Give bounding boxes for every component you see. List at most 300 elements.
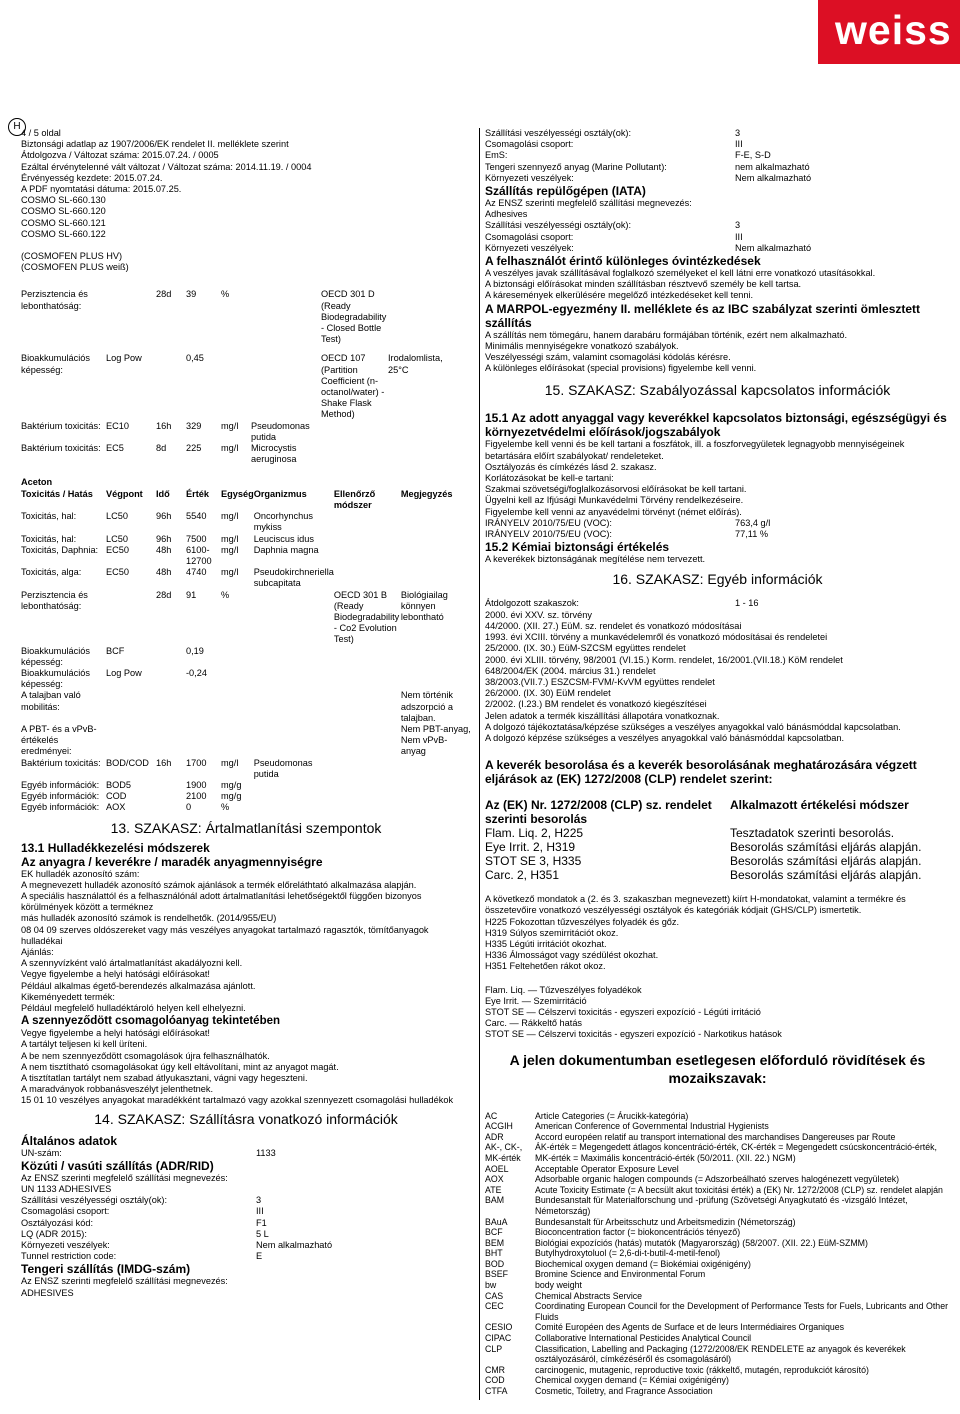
clp-table: [485, 798, 921, 882]
cell: Biológiailag könnyen lebontható: [400, 589, 448, 622]
text-line: 38/2003.(VII.7.) ESZCSM-FVM/-KvVM együttes rendelet: [485, 676, 715, 687]
table-row: [485, 518, 770, 529]
right-column: [485, 128, 950, 1397]
label: Szállítási veszélyességi osztály(ok):: [485, 220, 632, 231]
cell: 6100-12700: [186, 544, 212, 566]
table-row: [21, 345, 458, 353]
cell: 2100: [186, 791, 207, 802]
section-15-title: 15. SZAKASZ: Szabályozással kapcsolatos információk: [544, 382, 891, 399]
cell: 0,19: [186, 645, 204, 656]
value: American Conference of Governmental Industrial Hygienists: [535, 1121, 769, 1132]
table-row: [485, 1174, 950, 1185]
marpol-text: [485, 330, 950, 375]
label: CIPAC: [485, 1333, 512, 1344]
table-row: [485, 1227, 950, 1238]
cell: Toxicitás, hal:: [21, 533, 77, 544]
header-line: COSMO SL-660.120: [21, 206, 106, 217]
label: Az ENSZ szerinti megfelelő szállítási megnevezés:: [21, 1172, 228, 1183]
col-header: Az (EK) Nr. 1272/2008 (CLP) sz. rendelet szerinti besorolás: [485, 798, 712, 827]
table-row: [485, 1301, 950, 1322]
value: F-E, S-D: [735, 150, 771, 161]
table-row: [485, 1217, 950, 1228]
cell: 225: [186, 443, 202, 454]
cell: EC50: [106, 544, 129, 555]
label: CMR: [485, 1364, 506, 1375]
text-line: STOT SE — Célszervi toxicitás - egyszeri expozíció - Narkotikus hatások: [485, 1029, 782, 1040]
label: Környezeti veszélyek:: [485, 172, 574, 183]
imdg-title: Tengeri szállítás (IMDG-szám): [21, 1262, 191, 1277]
header-line: Biztonsági adatlap az 1907/2006/EK rendelet II. melléklete szerint: [21, 139, 289, 150]
text-line: H225 Fokozottan tűzveszélyes folyadék és gőz.: [485, 916, 680, 927]
left-column: [21, 128, 471, 1299]
row-label: Bioakkumulációs képesség:: [21, 667, 90, 690]
cell: 91: [186, 589, 197, 600]
category-text: [485, 985, 950, 1041]
text-line: Minimális mennyiségekre vonatkozó szabályok.: [485, 340, 679, 351]
table-row: [485, 1375, 950, 1386]
cell: 7500: [186, 533, 207, 544]
col-header: Érték: [186, 488, 209, 499]
cell: 16h: [156, 757, 172, 768]
cell: LC50: [106, 511, 128, 522]
table-row: [21, 646, 471, 668]
text-line: 15 01 10 veszélyes anyagokat maradékként tartalmazó vagy azokkal szennyezett csomagolási hulladékok: [21, 1095, 454, 1106]
un-number: [21, 1148, 276, 1159]
text-line: 2/2002. (I.23.) BM rendelet és vonatkozó kiegészítései: [485, 699, 707, 710]
label: COD: [485, 1375, 505, 1386]
substance-name: Aceton: [21, 477, 53, 488]
col-header: Végpont: [106, 488, 143, 499]
label: CLP: [485, 1343, 503, 1354]
cell: Tesztadatok szerinti besorolás.: [730, 826, 895, 841]
table-row: [485, 868, 921, 882]
table-row: [21, 1218, 332, 1229]
header-line: (COSMOFEN PLUS weiß): [21, 262, 129, 273]
value: Classification, Labelling and Packaging (1272/2008/EK RENDELETE az anyagok és keverékek osztályozásáról, címkézéséről és csomagolásáról): [535, 1343, 906, 1365]
header-line: Ezáltal érvénytelenné vált változat / Változat száma: 2014.11.19. / 0004: [21, 161, 312, 172]
section-13-title: 13. SZAKASZ: Ártalmatlanítási szempontok: [110, 819, 382, 836]
cell: 28d: [156, 589, 172, 600]
table-row: [485, 162, 811, 173]
cell: 96h: [156, 533, 172, 544]
table-row: [21, 511, 471, 533]
text-line: A különleges előírásokat (special provisions) figyelembe kell venni.: [485, 363, 757, 374]
table-row: [21, 1240, 332, 1251]
cell: EC50: [106, 567, 129, 578]
special-precautions-text: [485, 268, 950, 302]
cell: Daphnia magna: [253, 544, 319, 555]
value: Bioconcentration factor (= biokoncentrációs tényező): [535, 1227, 741, 1238]
text-line: A káresemények elkerülésére megelőző intézkedéseket kell tenni.: [485, 290, 754, 301]
text-line: A veszélyes javak szállításával foglalkozó személyeket el kell látni erre vonatkozó utasításokkal.: [485, 268, 876, 279]
text-line: Osztályozás és címkézés lásd 2. szakasz.: [485, 461, 657, 472]
cell: mg/l: [221, 443, 239, 454]
header-line: [21, 240, 471, 251]
section-15-2-title: 15.2 Kémiai biztonsági értékelés: [485, 540, 670, 555]
table-row: [485, 840, 921, 854]
cell: 16h: [156, 420, 172, 431]
value: Biológiai expozíciós (hatás) mutatók (Magyarország) (58/2007. (XII. 22.) EüM-SZMM): [535, 1237, 868, 1248]
value: Chemical oxygen demand (= Kémiai oxigénigény): [535, 1375, 729, 1386]
value: 77,11 %: [735, 529, 769, 540]
column-divider: [479, 128, 480, 1400]
value: 763,4 g/l: [735, 517, 771, 528]
table-row: [21, 1195, 332, 1206]
label: BAM: [485, 1195, 505, 1206]
table-row: [21, 758, 471, 780]
row-label: Bioakkumulációs képesség:: [21, 645, 90, 667]
table-row: [485, 1121, 950, 1132]
row-label: Egyéb információk:: [21, 779, 100, 790]
text-line: Vegye figyelembe a helyi hatósági előírásokat!: [21, 1028, 210, 1039]
table-row: [21, 690, 471, 724]
weiss-logo: [818, 0, 960, 64]
label: ADR: [485, 1131, 504, 1142]
table-row: [485, 1132, 950, 1143]
value: [735, 209, 811, 220]
value: Nem alkalmazható: [735, 172, 812, 183]
row-label: Bioakkumulációs képesség:: [21, 353, 90, 375]
regulations-text: [485, 439, 950, 517]
text-line: Eye Irrit. — Szemirritáció: [485, 995, 587, 1006]
table-row: [21, 353, 458, 420]
cell: 39: [186, 289, 197, 300]
cell: 0,45: [186, 353, 204, 364]
row-label: A talajban való mobilitás:: [21, 690, 81, 712]
text-line: Kikeményedett termék:: [21, 991, 115, 1002]
table-row: [485, 1248, 950, 1259]
label: BEM: [485, 1237, 505, 1248]
cell: 0: [186, 802, 192, 813]
text-line: A szennyvízként való ártalmatlanítást akadályozni kell.: [21, 958, 243, 969]
col-header: Toxicitás / Hatás: [21, 488, 93, 499]
text-line: A tartályt teljesen ki kell üríteni.: [21, 1039, 148, 1050]
cell: BOD5: [106, 779, 132, 790]
cell: %: [221, 289, 230, 300]
value: III: [256, 1206, 264, 1217]
cell: OECD 301 D (Ready Biodegradability - Closed Bottle Test): [321, 289, 387, 345]
header-line: 4 / 5 oldal: [21, 128, 61, 138]
label: Csomagolási csoport:: [485, 139, 574, 150]
cell: mg/g: [221, 791, 242, 802]
label: AC: [485, 1110, 498, 1121]
table-row: [21, 567, 471, 589]
packaging-text: [21, 1028, 471, 1106]
cell: Toxicitás, alga:: [21, 567, 82, 578]
abbreviations-title: A jelen dokumentumban esetlegesen előforduló rövidítések és mozaikszavak:: [509, 1051, 926, 1086]
label: Osztályozási kód:: [21, 1217, 93, 1228]
label: BAuA: [485, 1216, 508, 1227]
cell: Toxicitás, hal:: [21, 511, 77, 522]
cell: LC50: [106, 533, 128, 544]
text-line: A dolgozó képzése szükséges a veszélyes anyagokkal való bánásmóddal kapcsolatban.: [485, 732, 845, 743]
general-data-title: Általános adatok: [21, 1133, 118, 1148]
table-row: [485, 1111, 950, 1122]
value: carcinogenic, mutagenic, reproductive toxic (rákkeltő, mutagén, reprodukciót károsító): [535, 1364, 869, 1375]
cell: Log Pow: [106, 353, 142, 364]
cell: mg/l: [221, 533, 239, 544]
value: 1 - 16: [735, 598, 759, 609]
cell: Nem történik adszorpció a talajban.: [400, 690, 453, 723]
table-row: [485, 139, 811, 150]
text-line: A következő mondatok a (2. és 3. szakaszban megnevezett) kiírt H-mondatokat, valamint a termékre és összetevőire vonatkozó veszélyességi osztályok és kategóriák kódjait (GHS/CLP) ismertetik.: [485, 894, 906, 916]
label: Az ENSZ szerinti megfelelő szállítási megnevezés:: [485, 198, 692, 209]
label: Átdolgozott szakaszok:: [485, 598, 579, 609]
row-label: Baktérium toxicitás:: [21, 420, 101, 431]
text-line: A szállítás nem tömegáru, hanem darabáru formájában történik, ezért nem alkalmazható.: [485, 329, 848, 340]
value: [256, 1184, 332, 1195]
cell: Leuciscus idus: [253, 533, 314, 544]
text-line: Korlátozásokat be kell-e tartani:: [485, 473, 614, 484]
table-row: [485, 209, 811, 220]
table-row: [485, 1142, 950, 1163]
cell: mg/l: [221, 757, 239, 768]
value: Bundesanstalt für Materialforschung und -prüfung (Szövetségi Anyagkutató és -vizsgáló Intézet, Németország): [535, 1195, 908, 1216]
special-precautions-title: A felhasználót érintő különleges óvintézkedések: [485, 254, 761, 269]
row-label: Baktérium toxicitás:: [21, 443, 101, 454]
text-line: Ajánlás:: [21, 947, 54, 957]
table-row: [485, 826, 921, 840]
table-row: [21, 668, 471, 690]
col-header: Megjegyzés: [400, 488, 453, 499]
value: Butylhydroxytoluol (= 2,6-di-t-butil-4-metil-fenol): [535, 1248, 721, 1259]
row-label: Perzisztencia és lebonthatóság:: [21, 589, 88, 611]
iata-title: Szállítás repülőgépen (IATA): [485, 184, 646, 199]
text-line: 2000. évi XLIII. törvény, 98/2001 (VI.15.) Korm. rendelet, 16/2001.(VII.18.) KöM rendelet: [485, 654, 843, 665]
label: AK-, CK-, MK-érték: [485, 1142, 523, 1163]
value: 3: [735, 128, 741, 138]
value: Cosmetic, Toiletry, and Fragrance Association: [535, 1386, 713, 1396]
imdg-table: [485, 128, 811, 184]
cell: %: [221, 802, 230, 813]
text-line: H336 Álmosságot vagy szédülést okozhat.: [485, 950, 659, 961]
cell: 1900: [186, 779, 207, 790]
label: Tengeri szennyező anyag (Marine Pollutant):: [485, 161, 667, 172]
text-line: Szakmai szövetségi/foglalkozásorvosi előírásokat be kell tartani.: [485, 484, 747, 495]
cell: Besorolás számítási eljárás alapján.: [730, 840, 922, 855]
label: ATE: [485, 1184, 502, 1195]
text-line: 25/2000. (IX. 30.) EüM-SZCSM együttes rendelet: [485, 643, 686, 654]
cell: mg/l: [221, 567, 239, 578]
value: Comité Européen des Agents de Surface et de leurs Intermédiaires Organiques: [535, 1322, 845, 1333]
cell: Eye Irrit. 2, H319: [485, 840, 576, 855]
disposal-text: [21, 869, 471, 1015]
cell: 1700: [186, 757, 207, 768]
label: EmS:: [485, 150, 508, 161]
text-line: Ügyelni kell az Ifjúsági Munkavédelmi Törvény rendelkezéseire.: [485, 495, 744, 506]
value: ÁK-érték = Megengedett átlagos koncentráció-érték, CK-érték = Megengedett csúcskoncentráció-érték, MK-érték = Maximális koncentráció-érték (50/2011. (XII. 22.) NGM): [535, 1142, 937, 1163]
table-row: [485, 1269, 950, 1280]
cell: 48h: [156, 544, 172, 555]
table-row: [485, 232, 811, 243]
value: Biochemical oxygen demand (= Biokémiai oxigénigény): [535, 1258, 751, 1269]
value: Coordinating European Council for the Development of Performance Tests for Fuels, Lubricants and Other Fluids: [535, 1301, 949, 1322]
label: CTFA: [485, 1386, 508, 1396]
text-line: Például alkalmas égető-berendezés alkalmazása ajánlott.: [21, 980, 256, 991]
table-row: [21, 780, 471, 791]
col-header: Ellenőrző módszer: [333, 488, 376, 510]
imdg-text: [21, 1276, 471, 1298]
table-row: [485, 1365, 950, 1376]
section-16-title: 16. SZAKASZ: Egyéb információk: [612, 571, 823, 588]
tox-table-aceton: [21, 489, 471, 814]
label: Környezeti veszélyek:: [485, 242, 574, 253]
value: Acute Toxicity Estimate (= A becsült akut toxicitási érték) a (EK) Nr. 1272/2008 (CLP) sz. rendelet alapján: [535, 1184, 943, 1195]
text-line: más hulladék azonosító számok is rendelhetők. (2014/955/EU): [21, 913, 277, 924]
cell: mg/g: [221, 779, 242, 790]
value: 3: [256, 1195, 262, 1206]
header-line: Érvényesség kezdete: 2015.07.24.: [21, 172, 163, 183]
table-row: [21, 1206, 332, 1217]
cell: OECD 301 B (Ready Biodegradability - Co2 Evolution Test): [333, 589, 400, 645]
abbreviations-table: [485, 1111, 950, 1397]
value: Accord européen relatif au transport international des marchandises Dangereuses par Route: [535, 1131, 896, 1142]
text-line: STOT SE — Célszervi toxicitás - egyszeri expozíció - Légúti irritáció: [485, 1006, 761, 1017]
text-line: Például megfelelő hulladéktároló helyen kell elhelyezni.: [21, 1003, 246, 1014]
value: [735, 198, 811, 209]
cell: mg/l: [221, 544, 239, 555]
table-row: [21, 534, 471, 545]
value: Nem alkalmazható: [256, 1240, 333, 1251]
col-header: Idő: [156, 488, 170, 499]
text-line: Az ENSZ szerinti megfelelő szállítási megnevezés:: [21, 1276, 228, 1287]
cell: Oncorhynchus mykiss: [253, 511, 313, 533]
table-row: [21, 1184, 332, 1195]
table-row: [485, 1291, 950, 1302]
logo-text: weiss: [835, 7, 952, 53]
laws-text: [485, 610, 950, 744]
value: Collaborative International Pesticides Analytical Council: [535, 1333, 752, 1344]
table-row: [485, 1344, 950, 1365]
value: 5 L: [256, 1228, 269, 1239]
text-line: ADHESIVES: [21, 1287, 74, 1298]
cell: Besorolás számítási eljárás alapján.: [730, 868, 922, 883]
text-line: 1993. évi XCIII. törvény a munkavédelemről és vonatkozó módosításai és rendeletei: [485, 632, 828, 643]
section-13-1-title: 13.1 Hulladékkezelési módszerek: [21, 840, 210, 855]
label: ACGIH: [485, 1121, 513, 1132]
col-header: Alkalmazott értékelési módszer: [730, 798, 909, 813]
text-line: A maradványok robbanásveszélyt jelenthetnek.: [21, 1084, 214, 1095]
table-row: [485, 1238, 950, 1249]
label: Csomagolási csoport:: [485, 231, 574, 242]
table-row: [21, 545, 471, 567]
table-row: [485, 150, 811, 161]
table-row: [485, 1280, 950, 1291]
table-row: [21, 802, 471, 813]
table-row: [485, 1322, 950, 1333]
text-line: A speciális használattól és a felhasználónál adott ártalmatlanítási lehetőségektől függően bizonyos körülmények között a terméknez: [21, 890, 422, 913]
label: BOD: [485, 1258, 505, 1269]
value: III: [735, 139, 743, 150]
table-row: [485, 128, 811, 139]
label: bw: [485, 1280, 497, 1291]
iata-table: [485, 198, 811, 254]
value: Bundesanstalt für Arbeitsschutz und Arbeitsmedizin (Németország): [535, 1216, 796, 1227]
table-row: [21, 1229, 332, 1240]
cell: Flam. Liq. 2, H225: [485, 826, 584, 841]
h-statements: [485, 894, 950, 972]
text-line: 44/2000. (XII. 27.) EüM. sz. rendelet és vonatkozó módosításai: [485, 620, 742, 631]
cell: mg/l: [221, 420, 239, 431]
label: BHT: [485, 1248, 503, 1259]
label: IRÁNYELV 2010/75/EU (VOC):: [485, 529, 612, 540]
col-header: Egység: [221, 488, 254, 499]
value: [256, 1173, 332, 1184]
label: Adhesives: [485, 209, 528, 220]
label: Szállítási veszélyességi osztály(ok):: [485, 128, 632, 138]
row-label: Egyéb információk:: [21, 802, 100, 813]
cell: Microcystis aeruginosa: [251, 443, 297, 465]
header-line: Átdolgozva / Változat száma: 2015.07.24. / 0005: [21, 150, 219, 161]
text-line: H351 Feltehetően rákot okoz.: [485, 961, 606, 972]
packaging-title: A szennyeződött csomagolóanyag tekintetében: [21, 1015, 281, 1028]
table-row: [485, 1386, 950, 1397]
text-line: A nem tisztítható csomagolásokat úgy kell eltávolítani, mint az anyagot magát.: [21, 1061, 339, 1072]
value: Acceptable Operator Exposure Level: [535, 1163, 679, 1174]
cell: AOX: [106, 802, 126, 813]
text-line: Flam. Liq. — Tűzveszélyes folyadékok: [485, 984, 642, 995]
value: E: [256, 1251, 263, 1262]
table-row: [21, 791, 471, 802]
header-line: COSMO SL-660.122: [21, 228, 106, 239]
text-line: A megnevezett hulladék azonosító számok ajánlások a termék előreláthtató alkalmazása alapján.: [21, 879, 417, 890]
value: nem alkalmazható: [735, 161, 810, 172]
header-line: COSMO SL-660.121: [21, 217, 106, 228]
cell: STOT SE 3, H335: [485, 854, 582, 869]
table-row: [21, 590, 471, 646]
row-label: A PBT- és a vPvB-értékelés eredményei:: [21, 723, 97, 757]
text-line: 26/2000. (IX. 30) EüM rendelet: [485, 688, 611, 699]
table-row: [21, 443, 458, 465]
table-row: [485, 243, 811, 254]
label: BSEF: [485, 1269, 508, 1280]
text-line: A be nem szennyeződött csomagolások újra felhasználhatók.: [21, 1050, 270, 1061]
table-row: [485, 198, 811, 209]
value: Article Categories (= Árucikk-kategória): [535, 1110, 689, 1121]
cell: mg/l: [221, 511, 239, 522]
header-line: (COSMOFEN PLUS HV): [21, 251, 123, 262]
text-line: H335 Légúti irritációt okozhat.: [485, 938, 607, 949]
text-line: Veszélyességi szám, valamint csomagolási kódolás kérésre.: [485, 352, 731, 363]
value: 3: [735, 220, 741, 231]
row-label: Egyéb információk:: [21, 791, 100, 802]
cell: Carc. 2, H351: [485, 868, 560, 883]
label: LQ (ADR 2015):: [21, 1228, 87, 1239]
table-header: [485, 798, 921, 826]
section-14-title: 14. SZAKASZ: Szállításra vonatkozó információk: [94, 1110, 398, 1127]
text-line: A dolgozó tájékoztatása/képzése szükséges a veszélyes anyagokkal való bánásmóddal kapcsolatban.: [485, 721, 901, 732]
cell: 8d: [156, 443, 167, 454]
voc-table: [485, 518, 770, 540]
col-header: Organizmus: [253, 488, 307, 499]
text-line: EK hulladék azonosító szám:: [21, 868, 140, 879]
value: Adsorbable organic halogen compounds (= Adszorbeálható szerves halogénezett vegyületek): [535, 1174, 900, 1185]
adr-title: Közúti / vasúti szállítás (ADR/RID): [21, 1158, 214, 1173]
cell: Log Pow: [106, 667, 142, 678]
cell: COD: [106, 791, 127, 802]
label: UN-szám:: [21, 1147, 62, 1158]
text-line: 648/2004/EK (2004. március 31.) rendelet: [485, 665, 656, 676]
table-row: [21, 1251, 332, 1262]
adr-table: [21, 1173, 332, 1263]
label: CESIO: [485, 1322, 513, 1333]
cell: EC10: [106, 420, 129, 431]
value: 1133: [256, 1147, 276, 1158]
document-header: [21, 128, 471, 273]
value: Nem alkalmazható: [735, 242, 812, 253]
text-line: Figyelembe kell venni és be kell tartani a foszfátok, ill. a foszforvegyületek legnagyobb mennyiségeinek betartására előírt szabályokat/ rendeleteket.: [485, 439, 905, 461]
table-row: [485, 854, 921, 868]
